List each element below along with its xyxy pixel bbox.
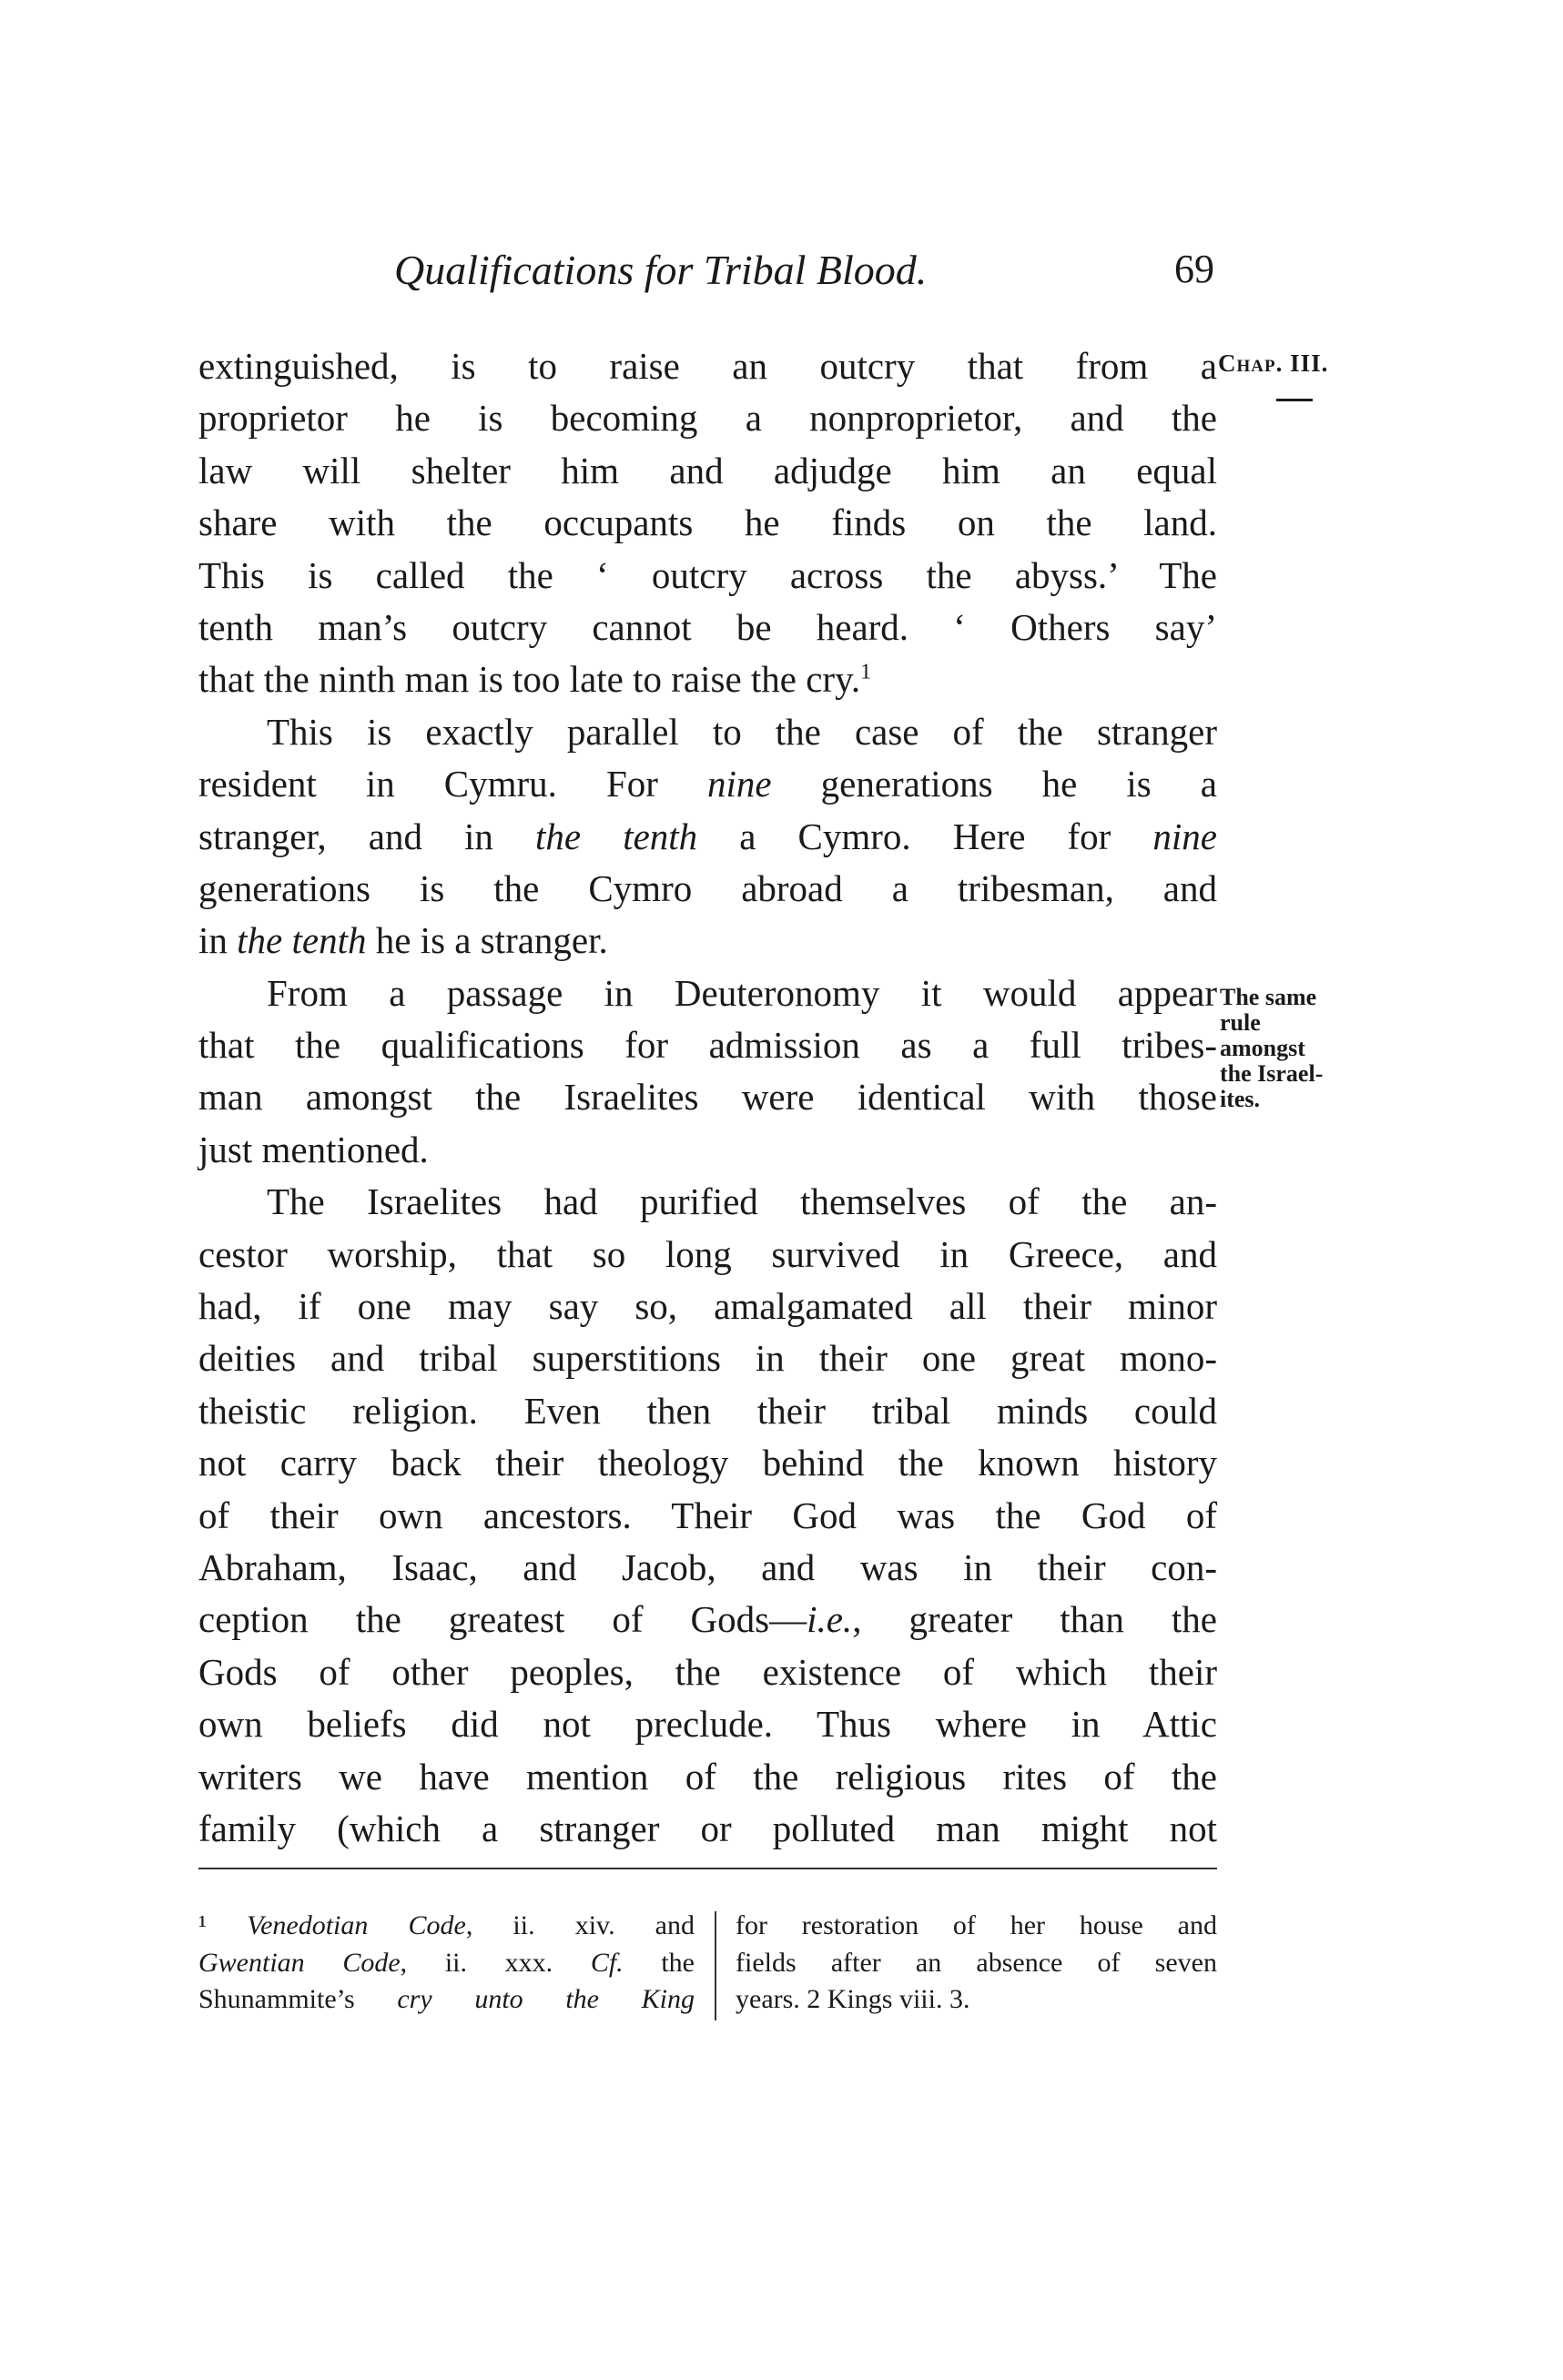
italic-text: the tenth bbox=[535, 815, 698, 857]
text-run: man amongst the Israelites were identical with those bbox=[198, 1076, 1217, 1119]
text-line bbox=[198, 497, 1217, 549]
text-run: in bbox=[198, 919, 238, 962]
text-run: theistic religion. Even then their tribal minds could bbox=[198, 1389, 1217, 1432]
text-line bbox=[198, 1281, 1217, 1332]
text-line bbox=[198, 1646, 1217, 1698]
text-run: ¹ bbox=[198, 1910, 248, 1940]
footnote-marker[interactable]: 1 bbox=[860, 660, 872, 684]
sidenote-line: rule bbox=[1220, 1009, 1261, 1036]
chapter-rule bbox=[1276, 399, 1313, 401]
italic-text: Gwentian Code bbox=[198, 1947, 401, 1978]
text-line bbox=[198, 392, 1217, 444]
text-line bbox=[198, 445, 1217, 497]
italic-text: the tenth bbox=[237, 919, 367, 962]
text-run: ception the greatest of Gods— bbox=[198, 1598, 807, 1641]
footnote-line bbox=[736, 1908, 1217, 1945]
text-line bbox=[198, 915, 1217, 967]
text-run: of their own ancestors. Their God was the God of bbox=[198, 1494, 1217, 1536]
footnote-line bbox=[198, 1981, 695, 2019]
italic-text: Venedotian Code bbox=[247, 1910, 466, 1940]
sidenote-line: amongst bbox=[1220, 1035, 1305, 1061]
footnote-line bbox=[198, 1908, 695, 1945]
text-run: just mentioned. bbox=[198, 1128, 429, 1170]
text-run: , ii. xiv. and bbox=[465, 1910, 695, 1940]
footnote-line bbox=[736, 1945, 1217, 1982]
text-run: fields after an absence of seven bbox=[736, 1947, 1217, 1978]
text-run: a Cymro. Here for bbox=[697, 815, 1153, 857]
text-line bbox=[198, 1124, 1217, 1176]
text-run: , ii. xxx. bbox=[400, 1947, 591, 1978]
text-line bbox=[198, 1071, 1217, 1123]
text-run: years. 2 Kings viii. 3. bbox=[736, 1984, 970, 2014]
sidenote-line: the Israel- bbox=[1220, 1060, 1324, 1087]
text-line bbox=[198, 1229, 1217, 1281]
text-run: cestor worship, that so long survived in Greece, and bbox=[198, 1232, 1217, 1275]
text-line bbox=[198, 967, 1217, 1019]
text-run: tenth man’s outcry cannot be heard. ‘ Others say’ bbox=[198, 605, 1217, 648]
body-text bbox=[198, 340, 1217, 1855]
text-run: for restoration of her house and bbox=[736, 1910, 1217, 1940]
text-line bbox=[198, 1751, 1217, 1803]
italic-text: cry unto the King bbox=[397, 1984, 695, 2014]
text-run: The Israelites had purified themselves of the an- bbox=[267, 1180, 1217, 1223]
sidenote-line: The same bbox=[1220, 984, 1317, 1010]
text-run: had, if one may say so, amalgamated all their minor bbox=[198, 1285, 1217, 1328]
text-line bbox=[198, 1803, 1217, 1855]
text-run: From a passage in Deuteronomy it would appear bbox=[267, 971, 1217, 1014]
chapter-marginal-label: Chap. III. bbox=[1218, 349, 1329, 377]
text-run: , greater than the bbox=[852, 1598, 1217, 1641]
text-line bbox=[198, 863, 1217, 915]
text-line bbox=[198, 811, 1217, 863]
text-line bbox=[198, 1332, 1217, 1384]
footnote-left-column bbox=[198, 1908, 695, 2019]
text-run: deities and tribal superstitions in their one great mono- bbox=[198, 1337, 1217, 1380]
text-run: not carry back their theology behind the known history bbox=[198, 1442, 1217, 1484]
text-run: Shunammite’s bbox=[198, 1984, 398, 2014]
text-run: This is called the ‘ outcry across the abyss.’ The bbox=[198, 553, 1217, 596]
text-line bbox=[198, 706, 1217, 758]
text-line bbox=[198, 758, 1217, 810]
running-header: Qualifications for Tribal Blood. bbox=[394, 247, 928, 293]
text-line bbox=[198, 602, 1217, 653]
text-run: family (which a stranger or polluted man might not bbox=[198, 1807, 1217, 1849]
text-run: writers we have mention of the religious rites of the bbox=[198, 1755, 1217, 1798]
text-run: generations is the Cymro abroad a tribesman, and bbox=[198, 866, 1217, 909]
text-run: he is a stranger. bbox=[366, 919, 608, 962]
text-run: Abraham, Isaac, and Jacob, and was in their con- bbox=[198, 1545, 1217, 1588]
italic-text: i.e. bbox=[807, 1598, 853, 1641]
footnote-column-divider bbox=[715, 1911, 716, 2020]
text-run: law will shelter him and adjudge him an equal bbox=[198, 449, 1217, 491]
text-run: own beliefs did not preclude. Thus where in Attic bbox=[198, 1703, 1217, 1746]
text-line bbox=[198, 1019, 1217, 1071]
text-run: This is exactly parallel to the case of the stranger bbox=[267, 710, 1217, 753]
text-run: proprietor he is becoming a nonproprietor, and the bbox=[198, 397, 1217, 440]
text-run: that the qualifications for admission as a full tribes- bbox=[198, 1024, 1217, 1067]
footnote-line bbox=[198, 1945, 695, 1982]
text-line bbox=[198, 1490, 1217, 1542]
text-line bbox=[198, 550, 1217, 602]
text-line bbox=[198, 340, 1217, 392]
text-line bbox=[198, 1176, 1217, 1228]
marginal-sidenote bbox=[1220, 985, 1323, 1112]
text-line bbox=[198, 1698, 1217, 1750]
text-line bbox=[198, 653, 1217, 705]
italic-text: Cf. bbox=[590, 1947, 624, 1978]
footnote-line bbox=[736, 1981, 1217, 2019]
text-run: generations he is a bbox=[771, 763, 1217, 805]
text-run: stranger, and in bbox=[198, 815, 536, 857]
italic-text: nine bbox=[706, 763, 772, 805]
text-run: resident in Cymru. For bbox=[198, 763, 707, 805]
text-run: share with the occupants he finds on the land. bbox=[198, 501, 1217, 544]
text-run: Gods of other peoples, the existence of which their bbox=[198, 1650, 1217, 1693]
sidenote-line: ites. bbox=[1220, 1086, 1261, 1112]
text-line bbox=[198, 1385, 1217, 1437]
italic-text: nine bbox=[1152, 815, 1217, 857]
text-line bbox=[198, 1594, 1217, 1646]
footnote-rule bbox=[198, 1868, 1217, 1869]
text-run: the bbox=[623, 1947, 695, 1978]
page-number: 69 bbox=[1174, 247, 1214, 291]
footnote-right-column bbox=[736, 1908, 1217, 2019]
text-run: that the ninth man is too late to raise the cry. bbox=[198, 658, 861, 701]
text-run: extinguished, is to raise an outcry that from a bbox=[198, 345, 1217, 387]
text-line bbox=[198, 1437, 1217, 1489]
text-line bbox=[198, 1542, 1217, 1594]
